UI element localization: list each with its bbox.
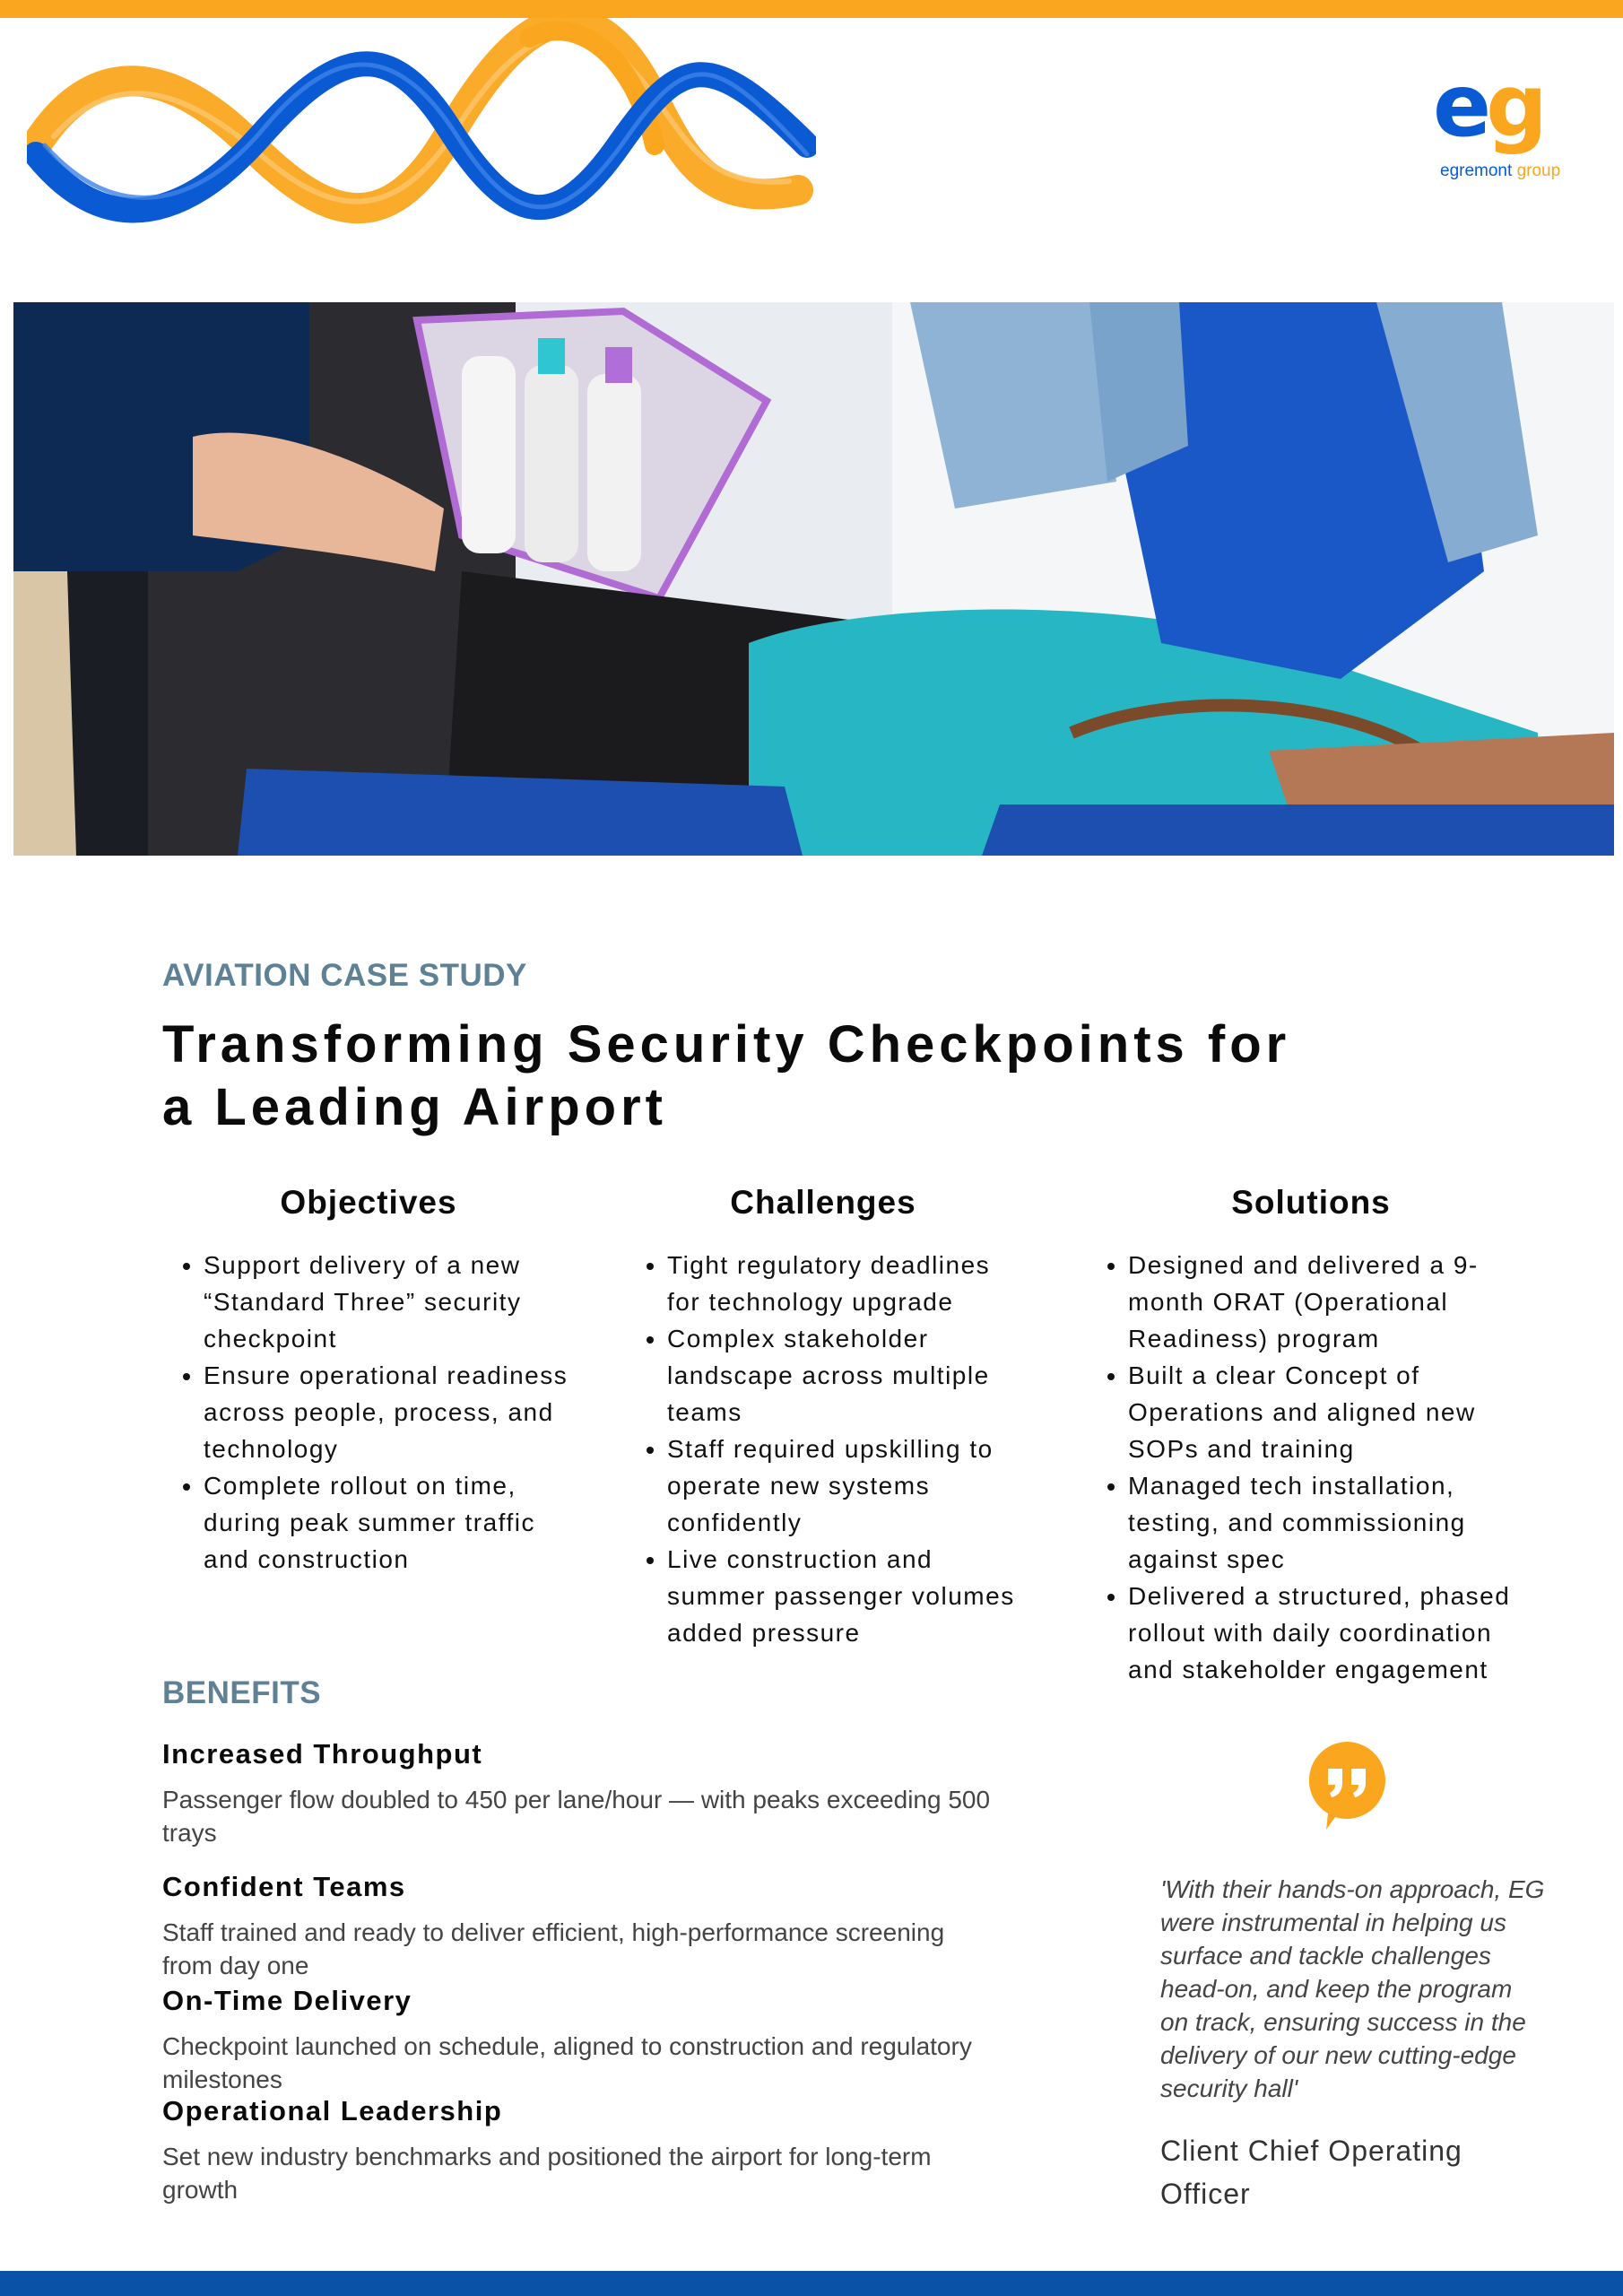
testimonial-quote: 'With their hands-on approach, EG were instrumental in helping us surface and tackle challenges head-on, and keep the program on track, ensuring success in the delivery of our new cutting-edge security hall' [1160, 1875, 1545, 2102]
benefit-on-time-delivery [162, 1985, 996, 2096]
benefit-text: Checkpoint launched on schedule, aligned to construction and regulatory milestones [162, 2032, 972, 2093]
list-item: • Delivered a structured, phased rollout with daily coordination and stakeholder engagement [1128, 1578, 1535, 1688]
hero-photo-security-screening [13, 302, 1614, 856]
challenges-heading: Challenges [730, 1184, 916, 1221]
quote-icon [1308, 1742, 1385, 1831]
benefit-title: On-Time Delivery [162, 1985, 412, 2016]
logo-mark [1433, 56, 1542, 156]
objectives-list [162, 1247, 575, 1578]
logo-wordmark-group: group [1516, 161, 1561, 180]
benefit-title: Increased Throughput [162, 1738, 483, 1770]
solutions-list [1087, 1247, 1535, 1688]
list-item: • Support delivery of a new “Standard Three” security checkpoint [204, 1247, 575, 1357]
logo-wordmark [1440, 161, 1560, 181]
logo-letter-e: e [1433, 56, 1487, 156]
list-item: • Complex stakeholder landscape across multiple teams [667, 1320, 1020, 1431]
page-title-line-2: a Leading Airport [162, 1078, 667, 1136]
brush-wave-graphic [27, 11, 816, 244]
solutions-heading: Solutions [1231, 1184, 1391, 1221]
benefit-text: Passenger flow doubled to 450 per lane/hour — with peaks exceeding 500 trays [162, 1786, 991, 1847]
benefit-text: Staff trained and ready to deliver efficient, high-performance screening from day one [162, 1918, 945, 1979]
list-item: • Designed and delivered a 9-month ORAT (Operational Readiness) program [1128, 1247, 1535, 1357]
list-item: • Live construction and summer passenger volumes added pressure [667, 1541, 1020, 1651]
list-item: • Tight regulatory deadlines for technology upgrade [667, 1247, 1020, 1320]
bottom-accent-bar [0, 2271, 1623, 2296]
list-item: • Staff required upskilling to operate new systems confidently [667, 1431, 1020, 1541]
solutions-column [1087, 1184, 1535, 1688]
benefit-operational-leadership [162, 2095, 996, 2206]
benefits-heading: BENEFITS [162, 1675, 322, 1710]
objectives-column [162, 1184, 575, 1578]
benefit-text: Set new industry benchmarks and positioned the airport for long-term growth [162, 2143, 932, 2204]
list-item: • Managed tech installation, testing, and commissioning against spec [1128, 1467, 1535, 1578]
benefit-title: Operational Leadership [162, 2095, 503, 2126]
page-title [162, 1013, 1328, 1139]
challenges-column [626, 1184, 1020, 1651]
challenges-list [626, 1247, 1020, 1651]
objectives-heading: Objectives [280, 1184, 457, 1221]
benefit-confident-teams [162, 1871, 996, 1982]
benefit-increased-throughput [162, 1738, 996, 1849]
benefit-title: Confident Teams [162, 1871, 406, 1902]
logo-letter-g: g [1486, 56, 1542, 156]
page-title-line-1: Transforming Security Checkpoints for [162, 1015, 1291, 1074]
eyebrow-label: AVIATION CASE STUDY [162, 958, 527, 993]
list-item: • Ensure operational readiness across people, process, and technology [204, 1357, 575, 1467]
list-item: • Complete rollout on time, during peak summer traffic and construction [204, 1467, 575, 1578]
list-item: • Built a clear Concept of Operations and aligned new SOPs and training [1128, 1357, 1535, 1467]
logo-wordmark-egremont: egremont [1440, 161, 1513, 180]
egremont-group-logo [1433, 56, 1567, 187]
testimonial-author: Client Chief Operating Officer [1160, 2135, 1462, 2210]
